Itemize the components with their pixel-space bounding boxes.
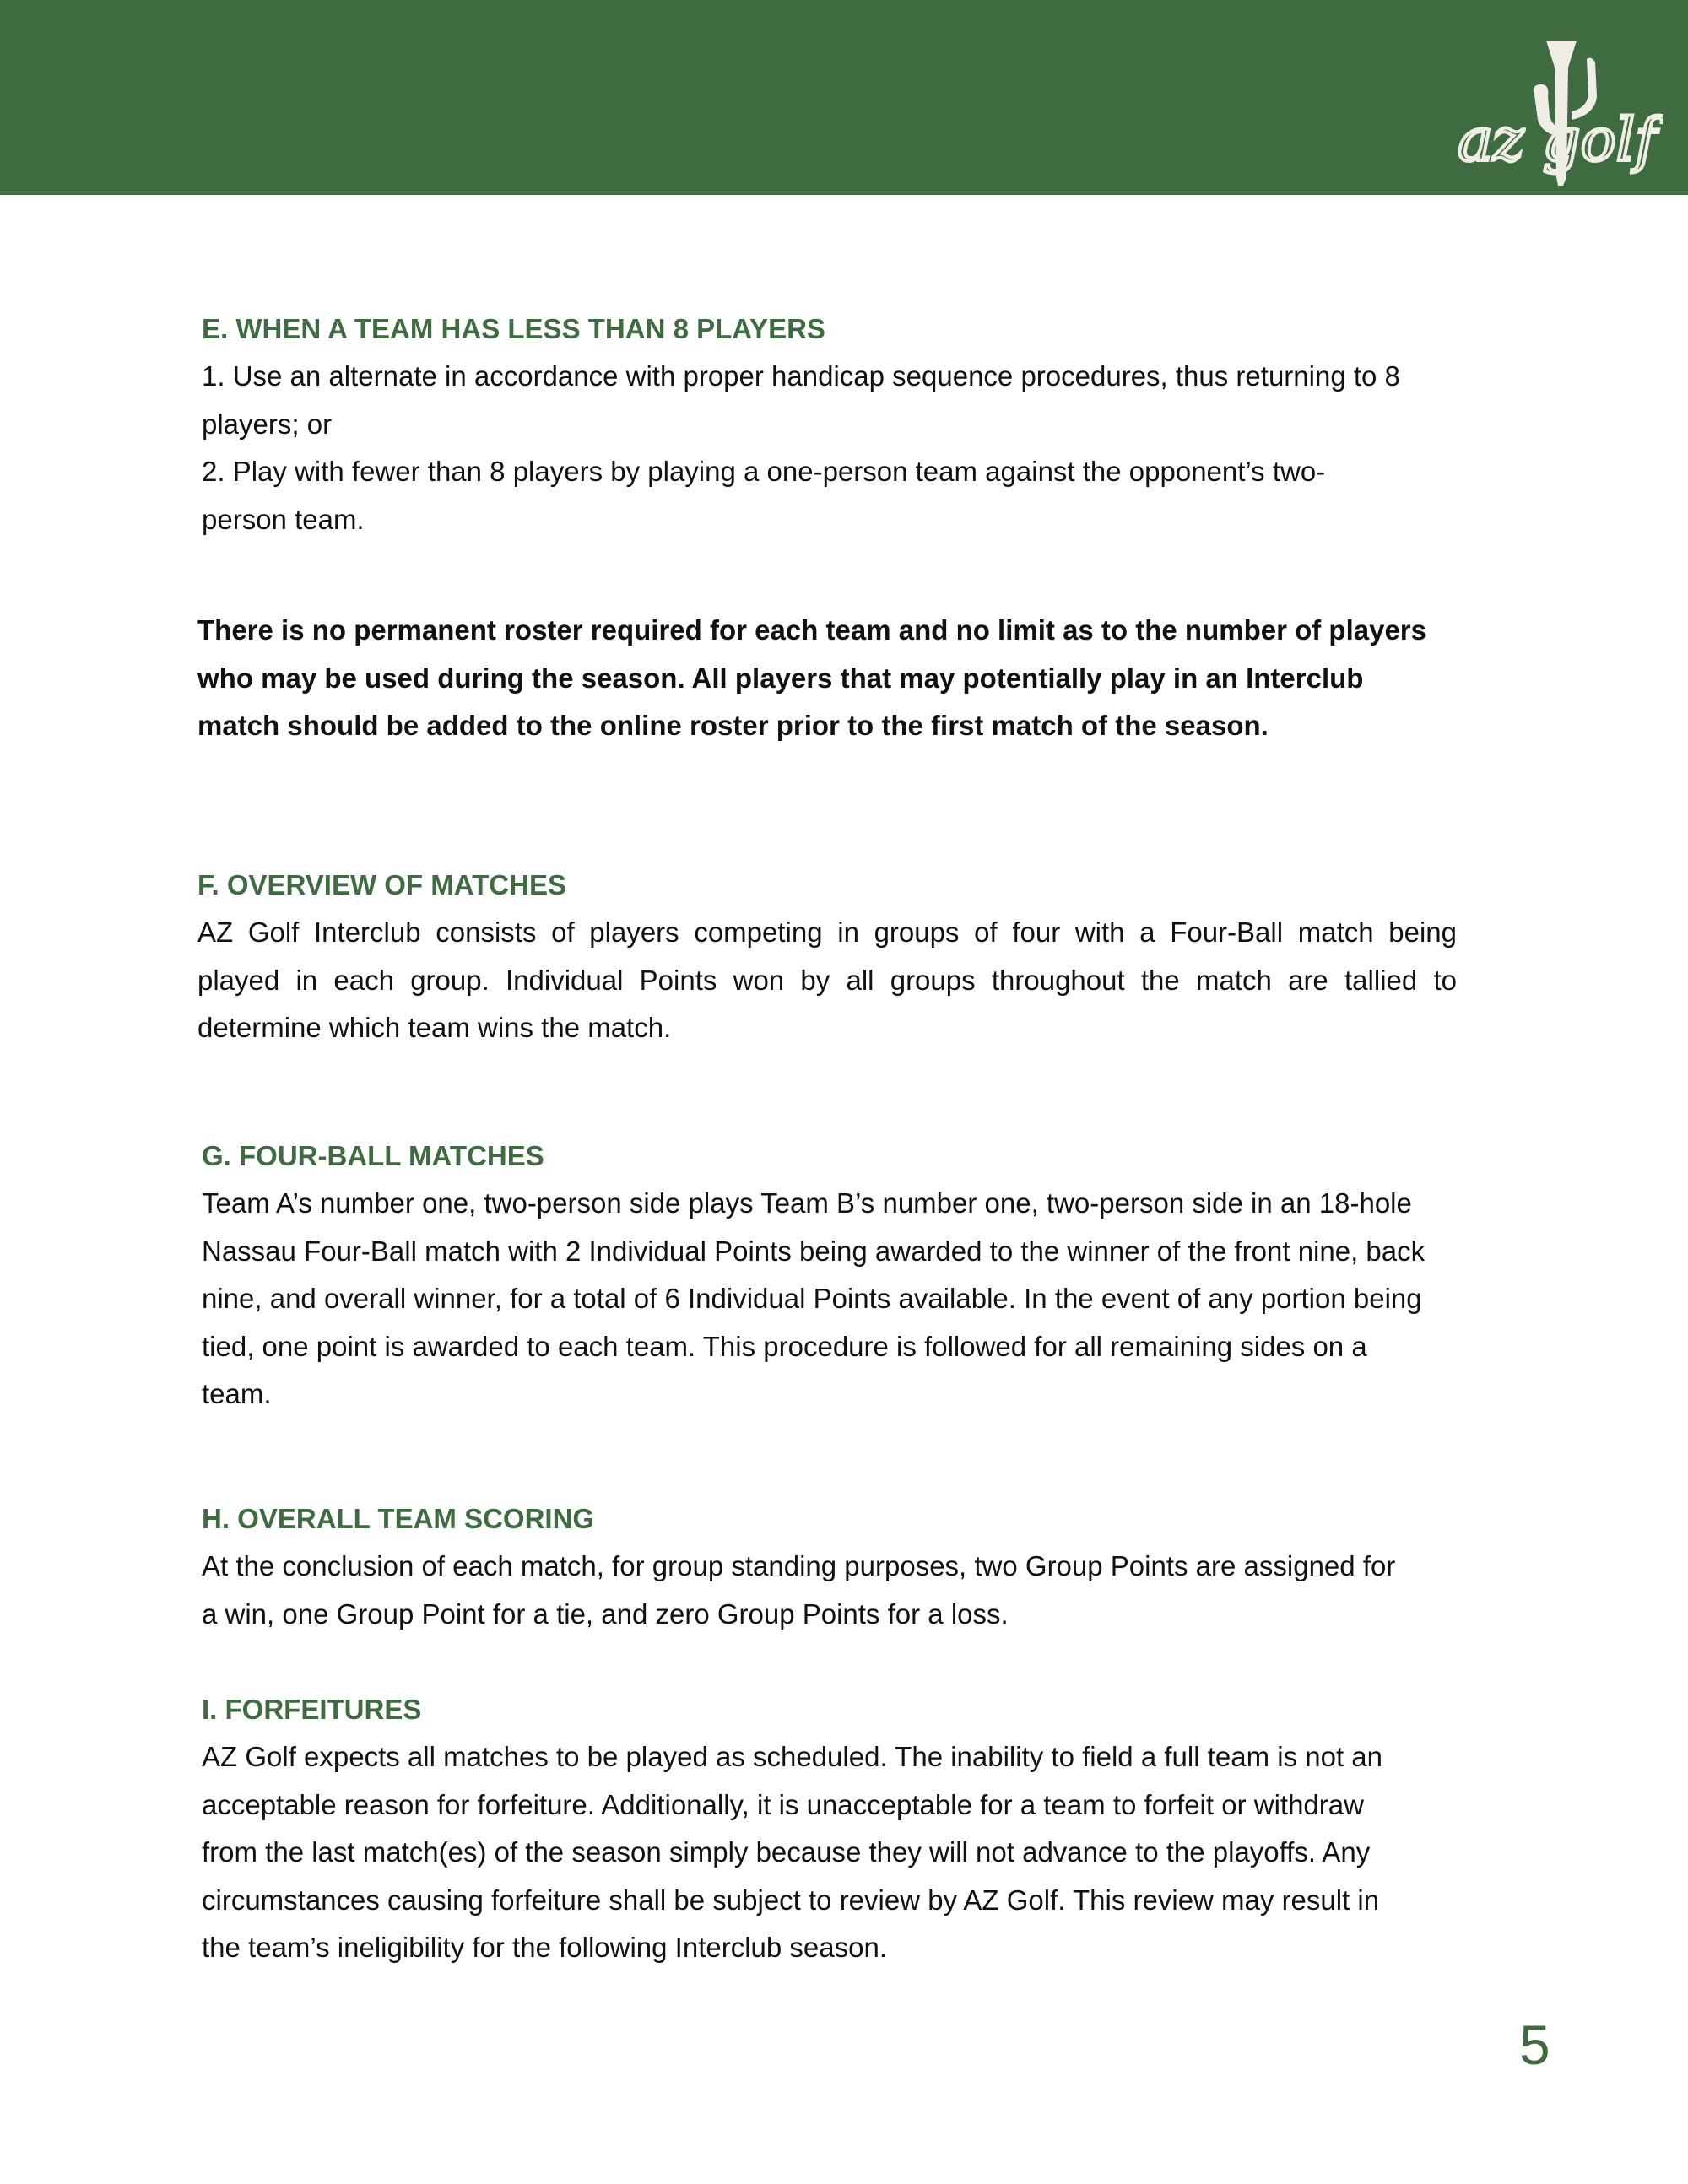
text-line: There is no permanent roster required for each team and no limit as to the number of players — [197, 614, 1426, 646]
text-line: played in each group. Individual Points won by all groups throughout the match are tallied to — [197, 964, 1457, 996]
section-heading: E. WHEN A TEAM HAS LESS THAN 8 PLAYERS — [202, 313, 825, 344]
text-line: players; or — [202, 408, 333, 440]
section-heading: F. OVERVIEW OF MATCHES — [197, 869, 566, 900]
page-number: 5 — [1519, 2014, 1550, 2076]
section-body — [202, 1180, 1425, 1419]
section-g — [202, 1133, 1425, 1419]
text-line: match should be added to the online roster prior to the first match of the season. — [197, 710, 1269, 741]
section-h — [202, 1495, 1395, 1638]
section-body — [197, 909, 1457, 1052]
text-line: AZ Golf expects all matches to be played as scheduled. The inability to field a full team is not an — [202, 1741, 1382, 1772]
text-line: the team’s ineligibility for the following Interclub season. — [202, 1932, 887, 1963]
text-line: AZ Golf Interclub consists of players competing in groups of four with a Four-Ball match being — [197, 916, 1457, 948]
section-heading: G. FOUR-BALL MATCHES — [202, 1140, 544, 1171]
roster-note — [197, 607, 1426, 750]
text-line: person team. — [202, 503, 365, 535]
text-line: from the last match(es) of the season simply because they will not advance to the playoffs. Any — [202, 1836, 1371, 1868]
text-line: Nassau Four-Ball match with 2 Individual Points being awarded to the winner of the front nine, back — [202, 1235, 1426, 1267]
text-line: tied, one point is awarded to each team. This procedure is followed for all remaining sides on a — [202, 1330, 1367, 1362]
section-heading: H. OVERALL TEAM SCORING — [202, 1503, 595, 1534]
section-heading: I. FORFEITURES — [202, 1694, 422, 1725]
page-header-band — [0, 0, 1688, 195]
text-line: nine, and overall winner, for a total of 6 Individual Points available. In the event of any portion being — [202, 1283, 1422, 1314]
text-line: team. — [202, 1378, 272, 1409]
text-line: 1. Use an alternate in accordance with proper handicap sequence procedures, thus returning to 8 — [202, 360, 1400, 392]
section-i — [202, 1686, 1382, 1972]
svg-text:az golf: az golf — [1457, 105, 1658, 175]
section-f — [197, 862, 1457, 1052]
text-line: circumstances causing forfeiture shall be subject to review by AZ Golf. This review may result in — [202, 1884, 1380, 1916]
section-body — [202, 353, 1400, 543]
text-line: a win, one Group Point for a tie, and zero Group Points for a loss. — [202, 1597, 1009, 1630]
text-line: Team A’s number one, two-person side plays Team B’s number one, two-person side in an 18-hole — [202, 1187, 1412, 1219]
text-line: determine which team wins the match. — [197, 1012, 672, 1043]
text-line: who may be used during the season. All players that may potentially play in an Interclub — [197, 662, 1364, 694]
section-e — [202, 305, 1400, 543]
text-line: At the conclusion of each match, for group standing purposes, two Group Points are assigned for — [202, 1550, 1396, 1581]
section-body — [202, 1733, 1382, 1972]
text-line: 2. Play with fewer than 8 players by playing a one-person team against the opponent’s two- — [202, 456, 1326, 487]
az-golf-logo — [1452, 17, 1663, 186]
text-line: acceptable reason for forfeiture. Additionally, it is unacceptable for a team to forfeit or withdraw — [202, 1788, 1364, 1820]
section-body — [202, 1543, 1395, 1638]
